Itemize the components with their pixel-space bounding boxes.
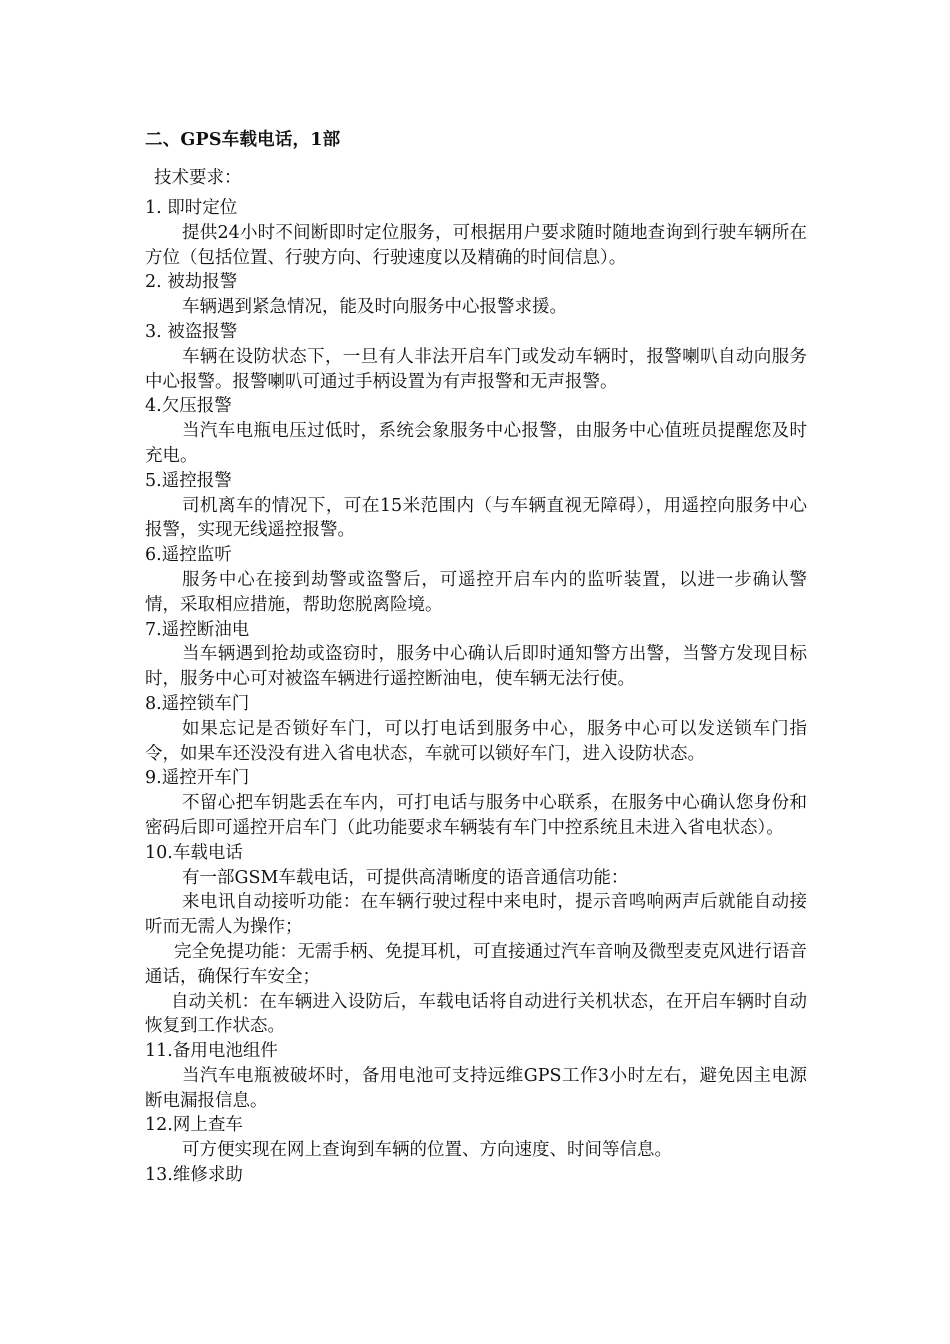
section-heading: 5.遥控报警: [145, 470, 232, 491]
section-heading: 1. 即时定位: [145, 198, 238, 218]
section-paragraph: 提供24小时不间断即时定位服务，可根据用户要求随时随地查询到行驶车辆所在方位（包括位置、行驶方向、行驶速度以及精确的时间信息）。: [145, 222, 807, 268]
section-heading: 4.欠压报警: [145, 396, 232, 417]
section-heading: 8.遥控锁车门: [145, 693, 250, 714]
section-heading: 9.遥控开车门: [145, 768, 250, 789]
section-heading: 10.车载电话: [145, 842, 243, 863]
section-paragraph: 司机离车的情况下，可在15米范围内（与车辆直视无障碍），用遥控向服务中心报警，实现无线遥控报警。: [145, 495, 807, 541]
section-paragraph: 完全免提功能：无需手柄、免提耳机，可直接通过汽车音响及微型麦克风进行语音通话，确保行车安全；: [145, 941, 807, 987]
section-paragraph: 当汽车电瓶被破坏时，备用电池可支持远维GPS工作3小时左右，避免因主电源断电漏报信息。: [145, 1065, 807, 1111]
section-paragraph: 如果忘记是否锁好车门，可以打电话到服务中心，服务中心可以发送锁车门指令，如果车还没没有进入省电状态，车就可以锁好车门，进入设防状态。: [145, 718, 807, 764]
section-paragraph: 服务中心在接到劫警或盗警后，可遥控开启车内的监听装置，以进一步确认警情，采取相应措施，帮助您脱离险境。: [145, 569, 807, 615]
section-heading: 13.维修求助: [145, 1165, 243, 1186]
section-heading: 7.遥控断油电: [145, 619, 250, 640]
section-paragraph: 来电讯自动接听功能：在车辆行驶过程中来电时，提示音鸣响两声后就能自动接听而无需人为操作；: [145, 892, 807, 938]
section-heading: 2. 被劫报警: [145, 272, 238, 293]
section-paragraph: 车辆遇到紧急情况，能及时向服务中心报警求援。: [182, 297, 567, 318]
section-paragraph: 不留心把车钥匙丢在车内，可打电话与服务中心联系，在服务中心确认您身份和密码后即可遥控开启车门（此功能要求车辆装有车门中控系统且未进入省电状态）。: [145, 793, 807, 838]
document-body: [145, 196, 807, 1188]
section-paragraph: 车辆在设防状态下，一旦有人非法开启车门或发动车辆时，报警喇叭自动向服务中心报警。报警喇叭可通过手柄设置为有声报警和无声报警。: [145, 346, 807, 392]
document-subtitle: 技术要求：: [154, 168, 242, 188]
section-heading: 11.备用电池组件: [145, 1041, 278, 1062]
section-paragraph: 有一部GSM车载电话，可提供高清晰度的语音通信功能：: [182, 867, 629, 888]
section-paragraph: 自动关机：在车辆进入设防后，车载电话将自动进行关机状态，在开启车辆时自动恢复到工作状态。: [145, 991, 807, 1037]
section-paragraph: 当汽车电瓶电压过低时，系统会象服务中心报警，由服务中心值班员提醒您及时充电。: [145, 421, 807, 466]
section-heading: 6.遥控监听: [145, 545, 232, 566]
section-paragraph: 可方便实现在网上查询到车辆的位置、方向速度、时间等信息。: [182, 1140, 672, 1161]
section-heading: 3. 被盗报警: [145, 321, 238, 342]
section-heading: 12.网上查车: [145, 1115, 243, 1136]
section-paragraph: 当车辆遇到抢劫或盗窃时，服务中心确认后即时通知警方出警，当警方发现目标时，服务中心可对被盗车辆进行遥控断油电，使车辆无法行使。: [145, 644, 807, 690]
document-title: 二、GPS车载电话，1部: [145, 130, 341, 150]
